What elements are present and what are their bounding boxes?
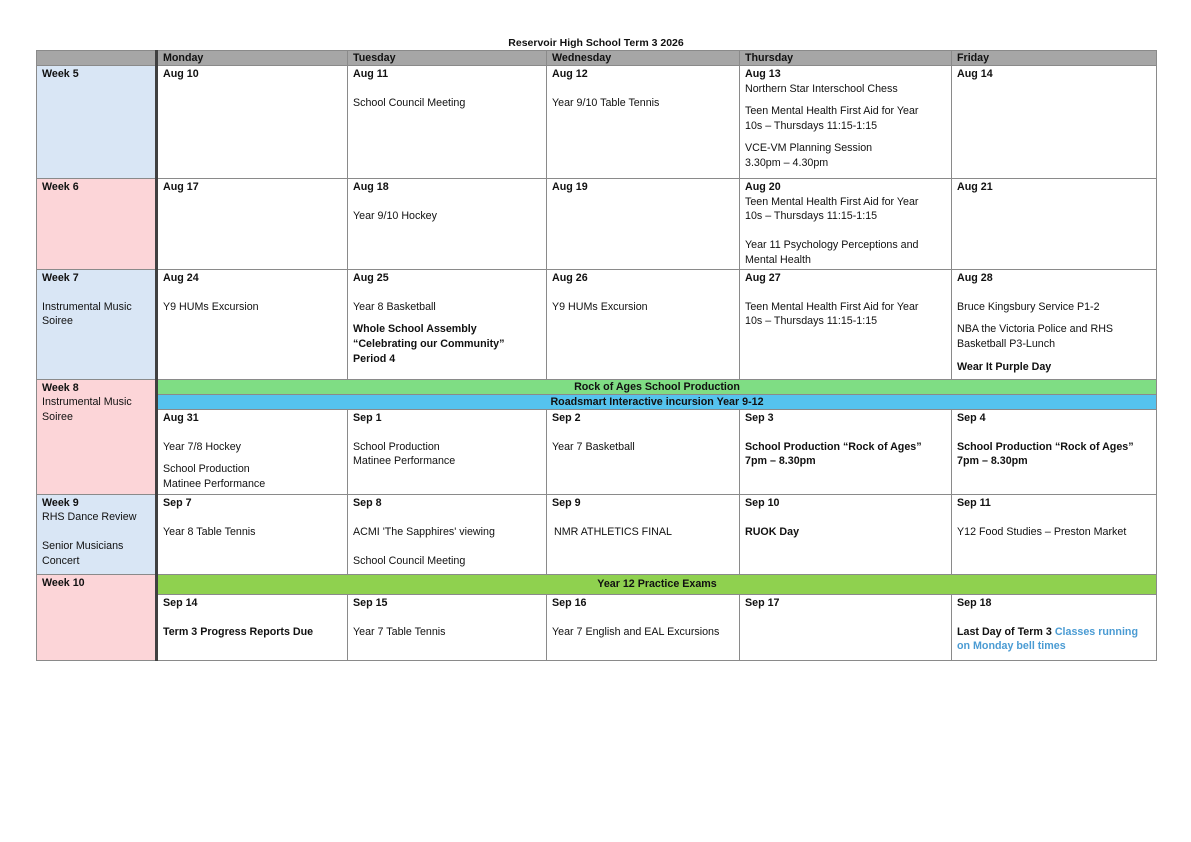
event-text: Matinee Performance (353, 455, 456, 468)
date-label: Aug 28 (957, 271, 993, 284)
day-cell (952, 66, 1157, 179)
day-cell (952, 409, 1157, 494)
event-text: Basketball P3-Lunch (957, 337, 1056, 350)
date-label: Sep 9 (552, 496, 581, 509)
day-cell (952, 594, 1157, 660)
day-cell (952, 494, 1157, 574)
date-label: Aug 24 (163, 271, 199, 284)
week-10-label-cell (37, 574, 157, 660)
day-cell (547, 66, 740, 179)
event-text: Teen Mental Health First Aid for Year (745, 105, 919, 118)
event-text: School Council Meeting (353, 97, 466, 110)
day-cell (348, 494, 547, 574)
date-label: Sep 17 (745, 596, 780, 609)
date-label: Sep 15 (353, 596, 388, 609)
event-text: School Production (353, 440, 440, 453)
week-7-label-cell (37, 269, 157, 379)
date-label: Aug 27 (745, 271, 781, 284)
day-cell (547, 409, 740, 494)
week-note: Instrumental Music (42, 396, 132, 409)
day-cell (157, 594, 348, 660)
event-text: Wear It Purple Day (957, 360, 1052, 373)
term-calendar (36, 50, 1157, 661)
date-label: Sep 4 (957, 411, 986, 424)
date-label: Sep 7 (163, 496, 192, 509)
header-monday: Monday (157, 51, 348, 66)
day-cell (952, 269, 1157, 379)
event-text: “Celebrating our Community” (353, 337, 505, 350)
day-cell (547, 594, 740, 660)
event-text: 7pm – 8.30pm (745, 455, 816, 468)
week-10-row (37, 594, 1157, 660)
page-title: Reservoir High School Term 3 2026 (508, 37, 684, 49)
event-text: 10s – Thursdays 11:15-1:15 (745, 119, 878, 132)
day-cell (740, 179, 952, 270)
week-8-label-cell (37, 379, 157, 494)
day-cell (157, 269, 348, 379)
event-text: Year 7 Basketball (552, 440, 635, 453)
day-cell (740, 594, 952, 660)
date-label: Sep 8 (353, 496, 382, 509)
event-text: Y9 HUMs Excursion (163, 300, 259, 313)
header-friday: Friday (952, 51, 1157, 66)
event-text (957, 625, 1151, 640)
event-text-strong: Last Day of Term 3 (957, 625, 1052, 638)
day-cell (740, 269, 952, 379)
event-text: Whole School Assembly (353, 323, 477, 336)
header-tuesday: Tuesday (348, 51, 547, 66)
day-cell (157, 179, 348, 270)
event-text: NBA the Victoria Police and RHS (957, 323, 1114, 336)
event-text: Term 3 Progress Reports Due (163, 625, 314, 638)
header-thursday: Thursday (740, 51, 952, 66)
week-label: Week 8 (42, 381, 79, 394)
week-label: Week 10 (42, 576, 85, 589)
event-text: Y12 Food Studies – Preston Market (957, 525, 1127, 538)
day-cell (157, 494, 348, 574)
date-label: Sep 11 (957, 496, 991, 509)
week-5-row (37, 66, 1157, 179)
event-text: Period 4 (353, 352, 396, 365)
date-label: Aug 10 (163, 68, 199, 80)
date-label: Aug 14 (957, 68, 993, 80)
event-note: on Monday bell times (957, 640, 1066, 653)
event-text: NMR ATHLETICS FINAL (554, 525, 672, 538)
week-note: Instrumental Music (42, 300, 132, 313)
day-cell (348, 409, 547, 494)
week-9-row (37, 494, 1157, 574)
event-note: Classes running (1054, 625, 1138, 638)
event-text: Year 7 Table Tennis (353, 625, 446, 638)
week-9-label-cell (37, 494, 157, 574)
event-text: Year 7 English and EAL Excursions (552, 625, 720, 638)
date-label: Sep 1 (353, 411, 382, 424)
event-text: School Production “Rock of Ages” (745, 440, 922, 453)
week-note: RHS Dance Review (42, 511, 137, 524)
day-cell (547, 269, 740, 379)
week-6-row (37, 179, 1157, 270)
event-text: 3.30pm – 4.30pm (745, 156, 829, 169)
week-8-banner-row (37, 379, 1157, 394)
date-label: Aug 13 (745, 68, 781, 80)
event-text: Northern Star Interschool Chess (745, 82, 898, 95)
event-text: Teen Mental Health First Aid for Year (745, 195, 919, 208)
event-text: School Production “Rock of Ages” (957, 440, 1134, 453)
event-text: Teen Mental Health First Aid for Year (745, 300, 919, 313)
date-label: Sep 14 (163, 596, 198, 609)
event-text: 10s – Thursdays 11:15-1:15 (745, 210, 878, 223)
day-cell (157, 409, 348, 494)
date-label: Sep 2 (552, 411, 581, 424)
date-label: Sep 18 (957, 596, 992, 609)
date-label: Aug 12 (552, 68, 588, 80)
day-cell (740, 409, 952, 494)
event-text: VCE-VM Planning Session (745, 142, 873, 155)
day-cell (348, 594, 547, 660)
date-label: Aug 25 (353, 271, 389, 284)
date-label: Sep 10 (745, 496, 780, 509)
day-cell (348, 269, 547, 379)
event-banner: Roadsmart Interactive incursion Year 9-12 (157, 394, 1157, 409)
week-note: Concert (42, 554, 80, 567)
event-text: Year 9/10 Hockey (353, 210, 437, 223)
date-label: Aug 11 (353, 68, 389, 80)
date-label: Aug 20 (745, 181, 781, 193)
week-7-row (37, 269, 1157, 379)
week-5-label-cell (37, 66, 157, 179)
day-cell (740, 494, 952, 574)
event-text: Year 7/8 Hockey (163, 440, 242, 453)
day-cell (348, 66, 547, 179)
week-note: Senior Musicians (42, 540, 124, 553)
event-text: Matinee Performance (163, 477, 266, 490)
week-6-label-cell (37, 179, 157, 270)
event-text: 10s – Thursdays 11:15-1:15 (745, 315, 878, 328)
header-wednesday: Wednesday (547, 51, 740, 66)
event-text: RUOK Day (745, 525, 800, 538)
event-text: School Production (163, 463, 250, 476)
event-text: Year 8 Basketball (353, 300, 436, 313)
header-row (37, 51, 1157, 66)
week-note: Soiree (42, 315, 73, 328)
event-banner: Year 12 Practice Exams (157, 574, 1157, 594)
week-label: Week 9 (42, 496, 79, 509)
header-blank (37, 51, 157, 66)
week-note: Soiree (42, 410, 73, 423)
event-text: Year 9/10 Table Tennis (552, 97, 660, 110)
date-label: Aug 31 (163, 411, 199, 424)
date-label: Aug 19 (552, 181, 588, 193)
week-8-banner-row (37, 394, 1157, 409)
event-text: School Council Meeting (353, 554, 466, 567)
event-text: Bruce Kingsbury Service P1-2 (957, 300, 1100, 313)
day-cell (348, 179, 547, 270)
day-cell (547, 179, 740, 270)
date-label: Aug 18 (353, 181, 389, 193)
event-text: Year 8 Table Tennis (163, 525, 256, 538)
date-label: Aug 17 (163, 181, 199, 193)
day-cell (740, 66, 952, 179)
week-label: Week 6 (42, 181, 79, 193)
event-text: Mental Health (745, 253, 811, 266)
date-label: Sep 3 (745, 411, 774, 424)
event-text: Y9 HUMs Excursion (552, 300, 648, 313)
week-10-banner-row (37, 574, 1157, 594)
week-label: Week 7 (42, 271, 79, 284)
day-cell (157, 66, 348, 179)
event-text: ACMI 'The Sapphires' viewing (353, 525, 495, 538)
day-cell (547, 494, 740, 574)
event-banner: Rock of Ages School Production (157, 379, 1157, 394)
event-text: 7pm – 8.30pm (957, 455, 1028, 468)
day-cell (952, 179, 1157, 270)
week-label: Week 5 (42, 68, 79, 80)
event-text: Year 11 Psychology Perceptions and (745, 239, 919, 252)
date-label: Aug 26 (552, 271, 588, 284)
date-label: Sep 16 (552, 596, 587, 609)
date-label: Aug 21 (957, 181, 993, 193)
week-8-row (37, 409, 1157, 494)
